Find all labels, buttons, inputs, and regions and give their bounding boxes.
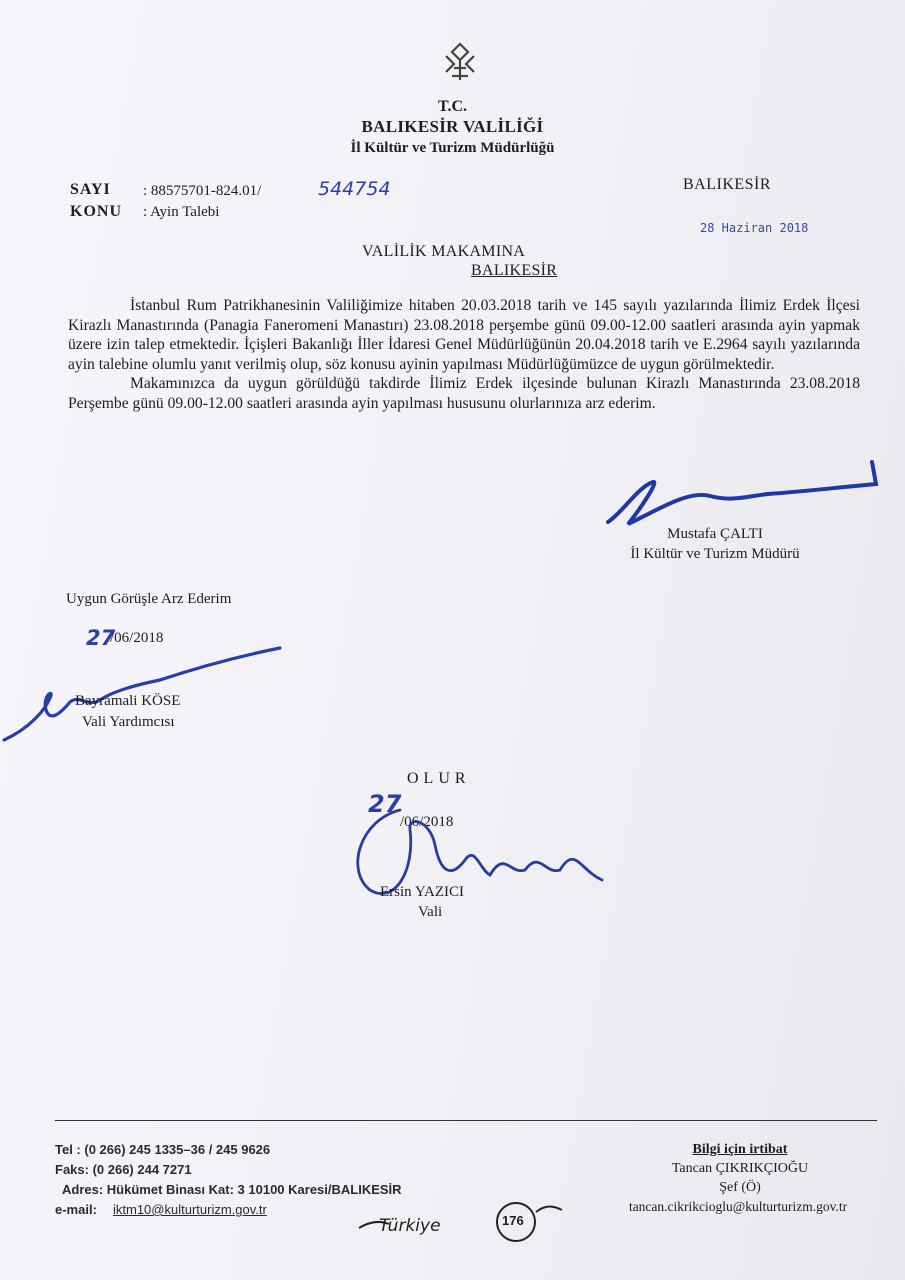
date-stamp: 28 Haziran 2018 [700,221,809,235]
signature-mustafa-calti [598,452,880,534]
addressee-line2: BALIKESİR [471,262,558,279]
header-tc: T.C. [437,98,468,115]
turkiye-logo [355,1202,475,1242]
approval1-date-day: 27 [86,626,116,650]
footer-email-label: e-mail: [55,1202,97,1217]
approval1-note: Uygun Görüşle Arz Ederim [66,591,232,607]
olur-approval: OLUR [407,770,471,787]
approval2-title: Vali [418,904,443,920]
konu-label: KONU [70,203,122,220]
signer1-title: İl Kültür ve Turizm Müdürü [630,546,800,562]
body-paragraph-2: Makamınızca da uygun görüldüğü takdirde İlimiz Erdek ilçesinde bulunan Kirazlı Manastırında 23.08.2018 Perşembe günü 09.00-12.00 saatleri arasında ayin yapılması hususunu olurlarınıza arz ederim. [68,375,860,412]
konu-value: : Ayin Talebi [143,204,220,220]
anniversary-logo-number: 176 [502,1213,524,1228]
approval2-date-rest: /06/2018 [400,814,454,830]
footer-divider [55,1120,877,1121]
approval2-name: Ersin YAZICI [380,884,465,900]
header-governorship: BALIKESİR VALİLİĞİ [361,117,544,136]
addressee-line1: VALİLİK MAKAMINA [362,243,526,260]
turkiye-logo-text: Türkiye [379,1216,441,1236]
signer1-name: Mustafa ÇALTI [667,526,763,542]
sayi-label: SAYI [70,181,111,198]
sayi-value: : 88575701-824.01/ [143,183,262,199]
approval1-name: Bayramali KÖSE [75,693,181,709]
footer-fax: Faks: (0 266) 244 7271 [55,1162,192,1177]
header-directorate: İl Kültür ve Turizm Müdürlüğü [350,140,555,156]
approval1-date-rest: /06/2018 [110,630,164,646]
contact-email[interactable]: tancan.cikrikcioglu@kulturturizm.gov.tr [628,1199,848,1214]
footer-address: Adres: Hükümet Binası Kat: 3 10100 Karesi/BALIKESİR [62,1182,402,1197]
state-emblem-icon [438,40,482,84]
contact-name: Tancan ÇIKRIKÇIOĞU [671,1161,809,1176]
letter-body [68,296,860,413]
anniversary-logo [492,1198,567,1246]
contact-heading: Bilgi için irtibat [692,1142,788,1157]
footer-tel: Tel : (0 266) 245 1335–36 / 245 9626 [55,1142,271,1157]
footer-email-link[interactable]: iktm10@kulturturizm.gov.tr [113,1202,267,1217]
body-paragraph-1: İstanbul Rum Patrikhanesinin Valiliğimize hitaben 20.03.2018 tarih ve 145 sayılı yazılarında İlimiz Erdek İlçesi Kirazlı Manastırında (Panagia Faneromeni Manastırı) 23.08.2018 perşembe günü 09.00-12.00 saatleri arasında ayin yapmak üzere izin talep etmektedir. İçişleri Bakanlığı İller İdaresi Genel Müdürlüğünün 20.04.2018 tarih ve E.2964 sayılı yazılarında ayin talebine olumlu yanıt verilmiş olup, söz konusu ayinin yapılması Müdürlüğümüzce de uygun görülmektedir. [68,297,860,373]
approval2-date-day: 27 [368,790,402,818]
city-name: BALIKESİR [683,176,772,193]
sayi-handwritten-number: 544754 [318,178,391,200]
contact-title: Şef (Ö) [719,1180,761,1195]
approval1-title: Vali Yardımcısı [82,714,175,730]
